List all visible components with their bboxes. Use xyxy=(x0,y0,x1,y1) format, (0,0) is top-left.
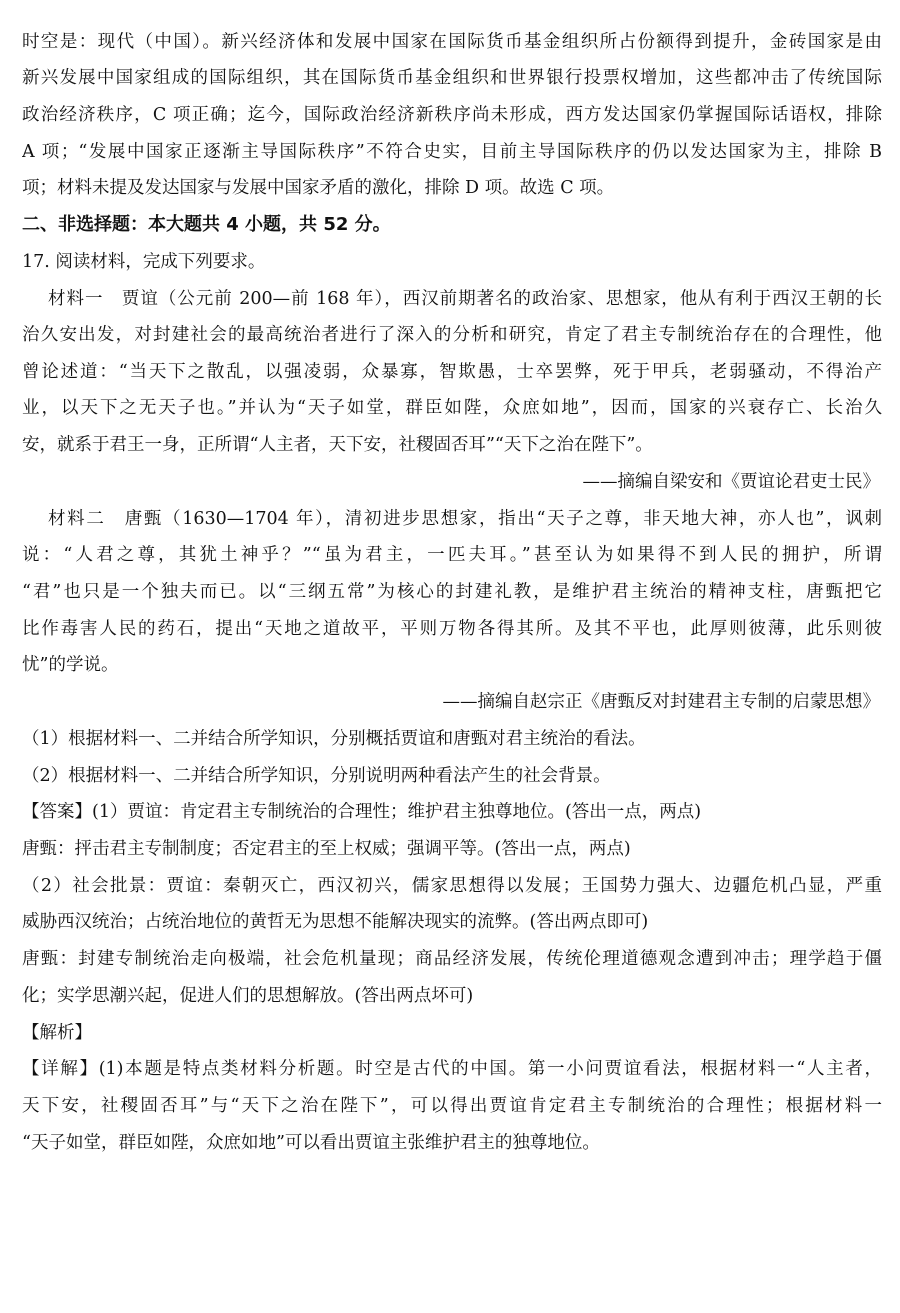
material1-line-4: 业，以天下之无天子也。”并认为“天子如堂，群臣如陛，众庶如地”，因而，国家的兴衰存亡、长治久 xyxy=(22,398,882,418)
analysis-detail-line-3: “天子如堂，群臣如陛，众庶如地”可以看出贾谊主张维护君主的独尊地位。 xyxy=(22,1133,600,1153)
sub-question-1: （1）根据材料一、二并结合所学知识，分别概括贾谊和唐甄对君主统治的看法。 xyxy=(22,729,646,749)
analysis-detail-line-2: 天下安，社稷固否耳”与“天下之治在陛下”，可以得出贾谊肯定君主专制统治的合理性；根据材料一 xyxy=(22,1096,882,1116)
material2-line-1: 材料二 唐甄（1630—1704 年），清初进步思想家，指出“天子之尊，非天地大神，亦人也”，讽刺 xyxy=(48,509,882,529)
analysis-detail-line-1: 【详解】(1)本题是特点类材料分析题。时空是古代的中国。第一小问贾谊看法，根据材料一“人主者， xyxy=(22,1059,882,1079)
material2-line-3: “君”也只是一个独夫而已。以“三纲五常”为核心的封建礼教，是维护君主统治的精神支柱，唐甄把它 xyxy=(22,582,882,602)
material1-line-2: 治久安出发，对封建社会的最高统治者进行了深入的分析和研究，肯定了君主专制统治存在的合理性，他 xyxy=(22,325,882,345)
analysis-prev-line-4: A 项；“发展中国家正逐渐主导国际秩序”不符合史实，目前主导国际秩序的仍以发达国家为主，排除 B xyxy=(22,142,882,162)
material1-source: ——摘编自梁安和《贾谊论君吏士民》 xyxy=(582,472,880,492)
analysis-prev-line-1: 时空是：现代（中国）。新兴经济体和发展中国家在国际货币基金组织所占份额得到提升，金砖国家是由 xyxy=(22,32,882,52)
analysis-prev-line-3: 政治经济秩序，C 项正确；迄今，国际政治经济新秩序尚未形成，西方发达国家仍掌握国际话语权，排除 xyxy=(22,105,882,125)
material2-source: ——摘编自赵宗正《唐甄反对封建君主专制的启蒙思想》 xyxy=(442,692,880,712)
answer-1-line-2: 唐甄：抨击君主专制制度；否定君主的至上权威；强调平等。(答出一点，两点) xyxy=(22,839,631,859)
material2-line-4: 比作毒害人民的药石，提出“天地之道故平，平则万物各得其所。及其不平也，此厚则彼薄，此乐则彼 xyxy=(22,619,882,639)
answer-2-line-4: 化；实学思潮兴起，促进人们的思想解放。(答出两点坏可) xyxy=(22,986,474,1006)
material1-line-5: 安，就系于君王一身，正所谓“人主者，天下安，社稷固否耳”“天下之治在陛下”。 xyxy=(22,435,653,455)
sub-question-2: （2）根据材料一、二并结合所学知识，分别说明两种看法产生的社会背景。 xyxy=(22,766,611,786)
answer-1-line-1: 【答案】(1）贾谊：肯定君主专制统治的合理性；维护君主独尊地位。(答出一点，两点) xyxy=(22,802,702,822)
analysis-prev-line-5: 项；材料未提及发达国家与发展中国家矛盾的激化，排除 D 项。故选 C 项。 xyxy=(22,178,615,198)
material1-line-1: 材料一 贾谊（公元前 200—前 168 年），西汉前期著名的政治家、思想家，他从有利于西汉王朝的长 xyxy=(48,289,882,309)
analysis-prev-line-2: 新兴发展中国家组成的国际组织，其在国际货币基金组织和世界银行投票权增加，这些都冲击了传统国际 xyxy=(22,68,882,88)
question-stem: 17. 阅读材料，完成下列要求。 xyxy=(22,252,266,272)
section-heading: 二、非选择题：本大题共 4 小题，共 52 分。 xyxy=(22,214,391,235)
answer-2-line-2: 威胁西汉统治；占统治地位的黄哲无为思想不能解决现实的流弊。(答出两点即可) xyxy=(22,912,649,932)
answer-2-line-3: 唐甄：封建专制统治走向极端，社会危机量现；商品经济发展，传统伦理道德观念遭到冲击；理学趋于僵 xyxy=(22,949,882,969)
material2-line-2: 说：“人君之尊，其犹土神乎？”“虽为君主，一匹夫耳。”甚至认为如果得不到人民的拥护，所谓 xyxy=(22,545,882,565)
material1-line-3: 曾论述道：“当天下之散乱，以强凌弱，众暴寡，智欺愚，士卒罢弊，死于甲兵，老弱骚动，不得治产 xyxy=(22,362,882,382)
analysis-label: 【解析】 xyxy=(22,1023,92,1043)
answer-2-line-1: （2）社会批景：贾谊：秦朝灭亡，西汉初兴，儒家思想得以发展；王国势力强大、边疆危机凸显，严重 xyxy=(22,876,882,896)
material2-line-5: 忧”的学说。 xyxy=(22,655,119,675)
